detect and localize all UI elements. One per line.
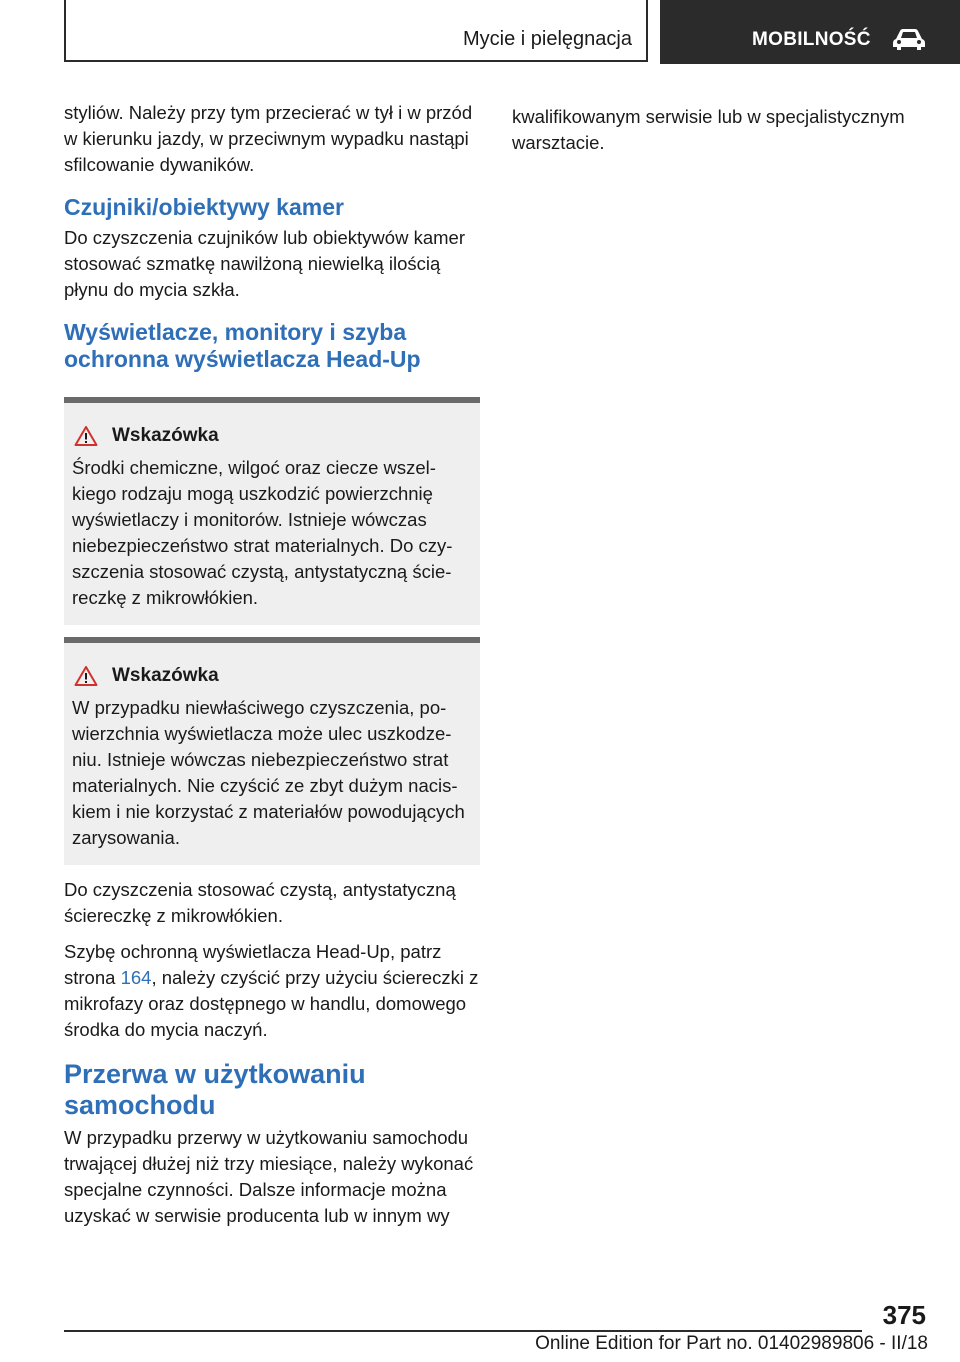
- note-title-row: [72, 663, 470, 689]
- warning-triangle-icon: [74, 665, 98, 687]
- page-number: 375: [882, 1300, 926, 1330]
- note-title: Wskazówka: [112, 425, 219, 446]
- hud-text-before: Szybę ochronną wyświetlacza Head-Up, patrz strona: [64, 941, 442, 988]
- header-section-box: [64, 0, 648, 62]
- warning-note-1: [64, 397, 480, 625]
- intro-paragraph: styliów. Należy przy tym przecierać w tył i w przód w kierunku jazdy, w przeciwnym wypadku nastąpi sfilcowanie dywaników.: [64, 102, 473, 175]
- heading-sensors: Czujniki/obiektywy kamer: [64, 194, 344, 220]
- header-chapter-box: [660, 0, 960, 64]
- note-title-row: [72, 423, 470, 449]
- note-text: W przypadku niewłaściwego czyszczenia, powierzchnia wyświetlacza może ulec uszkodzeniu. Istnieje wówczas niebezpieczeństwo strat materialnych. Nie czyścić ze zbyt dużym naciskiem i nie korzystać z materiałów powodujących zarysowania.: [72, 697, 465, 848]
- warning-note-2: [64, 637, 480, 865]
- continuation-paragraph: kwalifikowanym serwisie lub w specjalistycznym warsztacie.: [512, 106, 905, 153]
- hud-paragraph: [64, 939, 482, 1043]
- heading-break: Przerwa w użytkowaniu samochodu: [64, 1059, 366, 1120]
- note-title: Wskazówka: [112, 665, 219, 686]
- sensors-paragraph: Do czyszczenia czujników lub obiektywów kamer stosować szmatkę nawilżoną niewielką ilością płynu do mycia szkła.: [64, 227, 465, 300]
- header-section-title: Mycie i pielęgnacja: [463, 28, 632, 50]
- heading-displays: Wyświetlacze, monitory i szyba ochronna wyświetlacza Head-Up: [64, 319, 421, 372]
- footer-edition: Online Edition for Part no. 01402989806 - II/18: [535, 1333, 928, 1354]
- clean-paragraph: Do czyszczenia stosować czystą, antystatyczną ściereczkę z mikrowłókien.: [64, 879, 456, 926]
- footer-divider: [64, 1330, 862, 1332]
- hud-text-after: , należy czyścić przy użyciu ściereczki z mikrofazy oraz dostępnego w handlu, domowego środka do mycia naczyń.: [64, 967, 479, 1040]
- header-chapter-title: MOBILNOŚĆ: [752, 29, 871, 50]
- right-column: [512, 104, 930, 166]
- warning-triangle-icon: [74, 425, 98, 447]
- page-link-164[interactable]: 164: [120, 967, 152, 988]
- left-column: [64, 100, 482, 1239]
- break-paragraph: W przypadku przerwy w użytkowaniu samochodu trwającej dłużej niż trzy miesiące, należy wykonać specjalne czynności. Dalsze informacje można uzyskać w serwisie producenta lub w innym wy: [64, 1127, 474, 1226]
- car-icon: [892, 26, 926, 52]
- note-text: Środki chemiczne, wilgoć oraz ciecze wszelkiego rodzaju mogą uszkodzić powierzchnię wyświetlaczy i monitorów. Istnieje wówczas niebezpieczeństwo strat materialnych. Do czyszczenia stosować czystą, antystatyczną ściereczkę z mikrowłókien.: [72, 457, 453, 608]
